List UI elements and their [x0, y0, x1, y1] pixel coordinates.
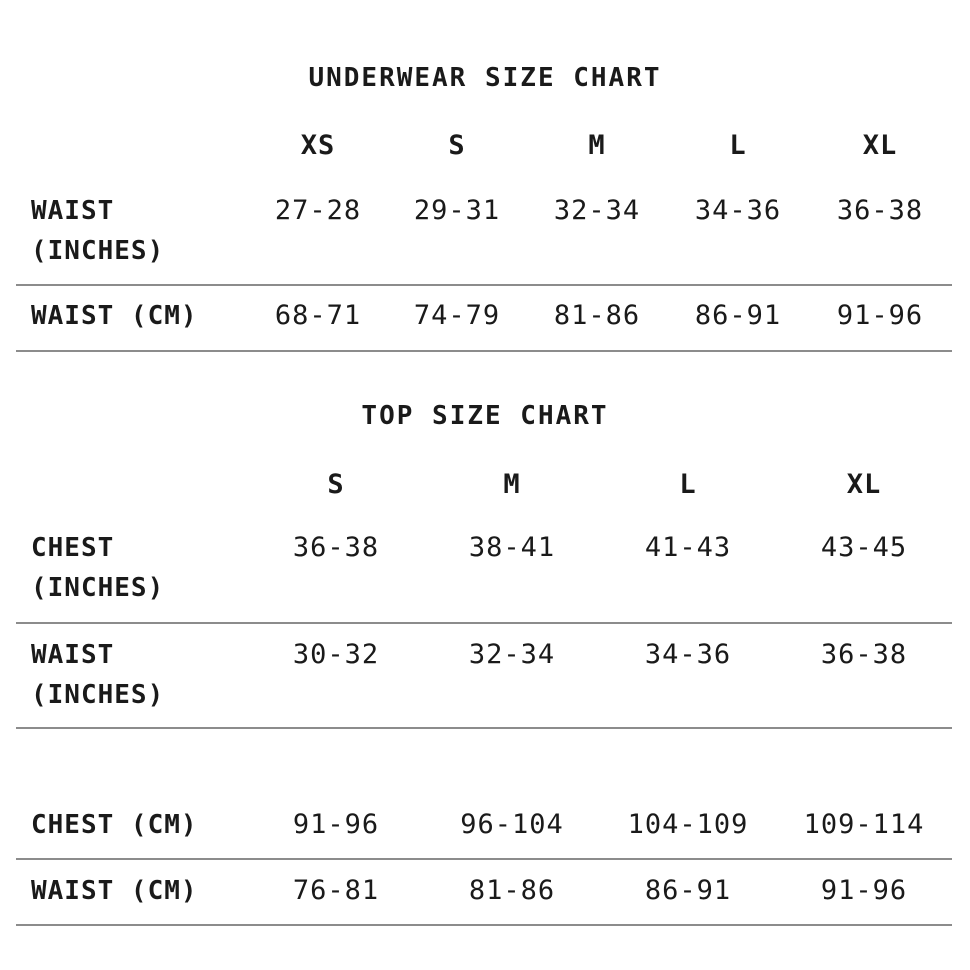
table-cell: 43-45 [820, 532, 908, 563]
underwear-size-header: XL [862, 130, 898, 161]
underwear-size-header: S [448, 130, 466, 161]
table-cell: 109-114 [803, 809, 925, 840]
table-cell: 36-38 [836, 195, 924, 226]
row-label: CHEST (CM) [31, 810, 198, 840]
table-cell: 41-43 [644, 532, 732, 563]
underwear-chart-title: UNDERWEAR SIZE CHART [308, 63, 662, 93]
row-label: WAIST (INCHES) [31, 640, 165, 710]
table-cell: 29-31 [413, 195, 501, 226]
underwear-size-header: XS [300, 130, 336, 161]
table-cell: 34-36 [694, 195, 782, 226]
table-cell: 27-28 [274, 195, 362, 226]
table-cell: 36-38 [820, 639, 908, 670]
row-label: WAIST (CM) [31, 301, 198, 331]
table-cell: 32-34 [553, 195, 641, 226]
row-divider [16, 350, 952, 352]
table-cell: 91-96 [820, 875, 908, 906]
table-cell: 91-96 [292, 809, 380, 840]
top-size-header: S [327, 469, 345, 500]
table-cell: 30-32 [292, 639, 380, 670]
row-label: WAIST (INCHES) [31, 196, 165, 266]
row-label: CHEST (INCHES) [31, 533, 165, 603]
table-cell: 76-81 [292, 875, 380, 906]
table-cell: 36-38 [292, 532, 380, 563]
row-divider [16, 284, 952, 286]
table-cell: 86-91 [694, 300, 782, 331]
table-cell: 38-41 [468, 532, 556, 563]
row-divider [16, 622, 952, 624]
top-size-header: L [679, 469, 697, 500]
row-divider [16, 858, 952, 860]
table-cell: 86-91 [644, 875, 732, 906]
underwear-size-header: L [729, 130, 747, 161]
table-cell: 81-86 [553, 300, 641, 331]
table-cell: 81-86 [468, 875, 556, 906]
top-chart-title: TOP SIZE CHART [361, 401, 609, 431]
table-cell: 91-96 [836, 300, 924, 331]
underwear-size-header: M [588, 130, 606, 161]
table-cell: 68-71 [274, 300, 362, 331]
table-cell: 104-109 [627, 809, 749, 840]
top-size-header: XL [846, 469, 882, 500]
top-size-header: M [503, 469, 521, 500]
table-cell: 32-34 [468, 639, 556, 670]
row-label: WAIST (CM) [31, 876, 198, 906]
table-cell: 34-36 [644, 639, 732, 670]
table-cell: 74-79 [413, 300, 501, 331]
row-divider [16, 727, 952, 729]
table-cell: 96-104 [460, 809, 564, 840]
row-divider [16, 924, 952, 926]
